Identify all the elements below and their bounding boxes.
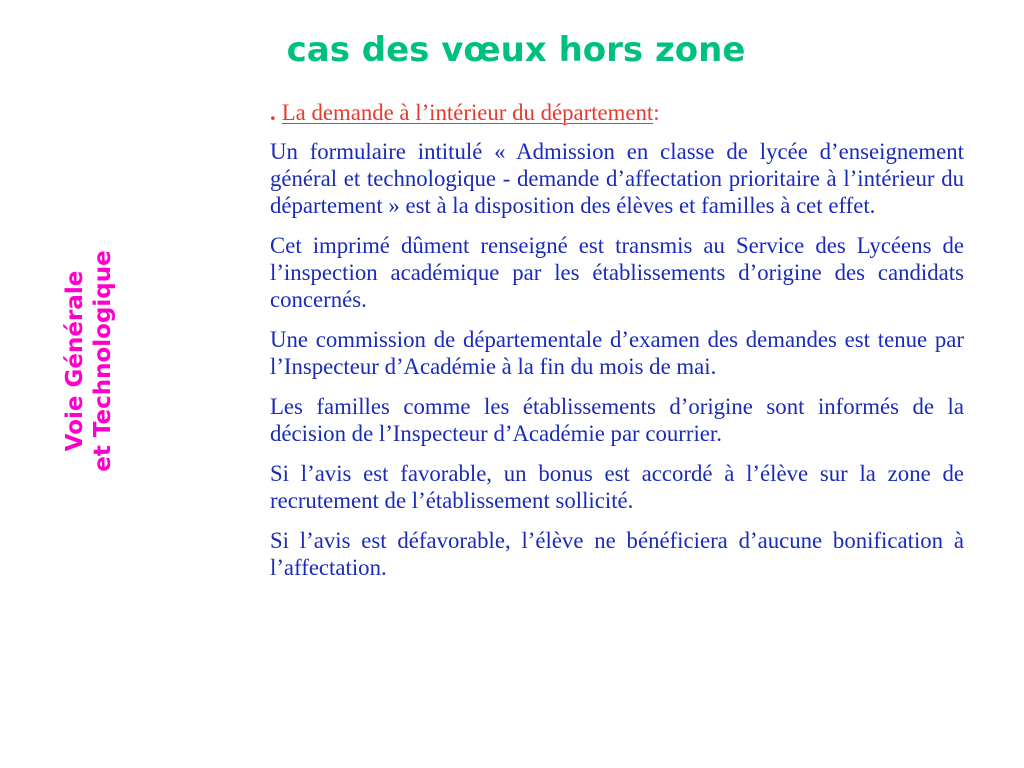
paragraph-4: Les familles comme les établissements d’origine sont informés de la décision de l’Inspecteur d’Académie par courrier. xyxy=(270,394,964,446)
section-heading-line xyxy=(270,96,964,130)
paragraph-3: Une commission de départementale d’examen des demandes est tenue par l’Inspecteur d’Académie à la fin du mois de mai. xyxy=(270,327,964,379)
bullet-dot: . xyxy=(270,100,276,125)
side-label-line-1: Voie Générale xyxy=(62,270,88,452)
side-label xyxy=(61,141,117,581)
slide-body xyxy=(270,96,964,594)
section-heading: La demande à l’intérieur du département xyxy=(281,100,654,125)
slide-title: cas des vœux hors zone xyxy=(286,30,746,70)
paragraph-2: Cet imprimé dûment renseigné est transmis au Service des Lycéens de l’inspection académique par les établissements d’origine des candidats concernés. xyxy=(270,233,964,312)
paragraph-6: Si l’avis est défavorable, l’élève ne bénéficiera d’aucune bonification à l’affectation. xyxy=(270,528,964,580)
paragraph-5: Si l’avis est favorable, un bonus est accordé à l’élève sur la zone de recrutement de l’établissement sollicité. xyxy=(270,461,964,513)
side-label-line-2: et Technologique xyxy=(90,250,116,472)
section-heading-colon: : xyxy=(653,100,660,125)
paragraph-1: Un formulaire intitulé « Admission en classe de lycée d’enseignement général et technologique - demande d’affectation prioritaire à l’intérieur du département » est à la disposition des élèves et familles à cet effet. xyxy=(270,139,964,218)
